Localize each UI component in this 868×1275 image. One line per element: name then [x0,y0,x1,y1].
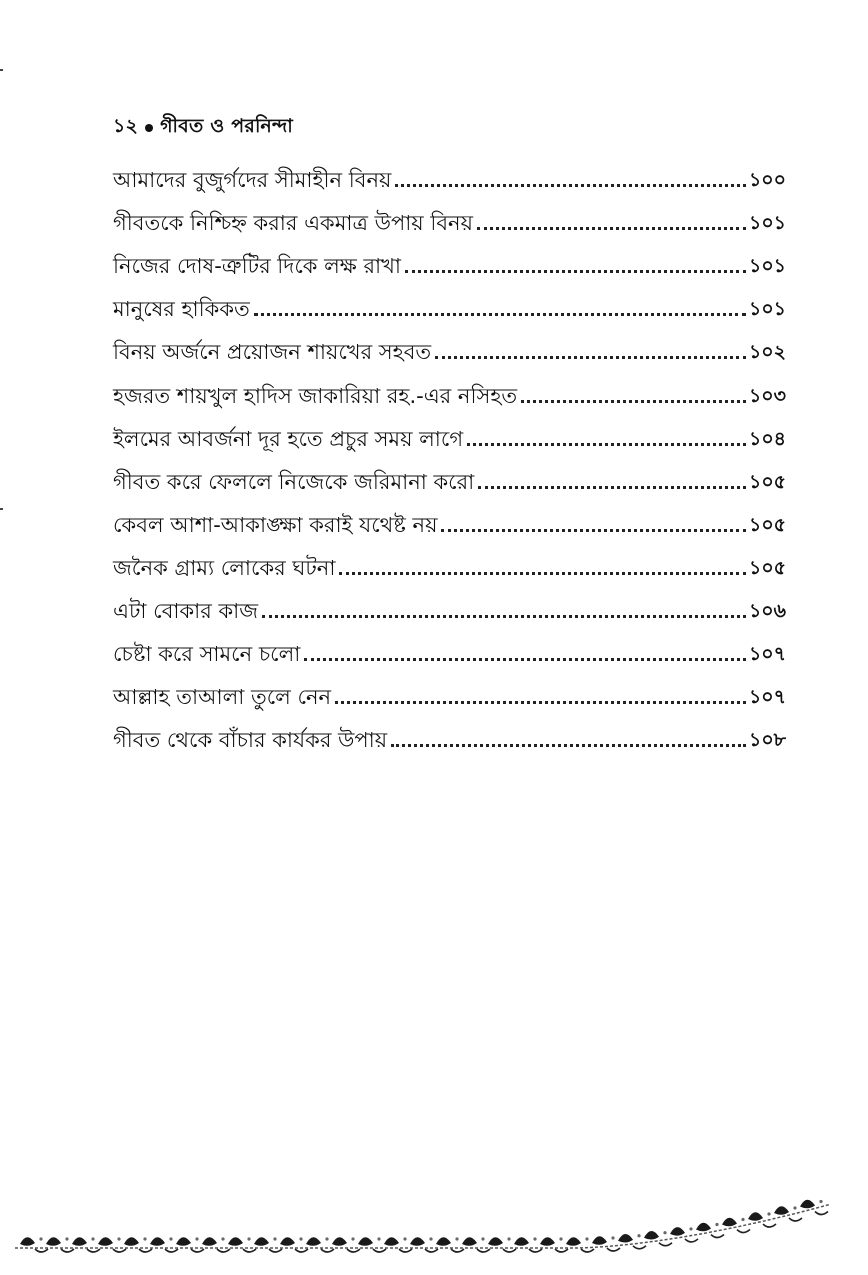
toc-entry-page: ১০১ [748,298,786,321]
toc-entry-title: মানুষের হাকিকত [113,297,250,322]
toc-entry-page: ১০৫ [748,513,786,536]
dot-leader [391,744,746,747]
toc-entry-page: ১০৮ [748,729,786,752]
toc-entry-page: ১০০ [748,169,786,192]
dot-leader [477,227,746,230]
toc-entry-title: গীবত করে ফেললে নিজেকে জরিমানা করো [113,469,475,494]
toc-entry [113,624,786,667]
toc-entry-page: ১০৩ [748,384,786,407]
running-header [113,112,293,144]
toc-entry-title: গীবতকে নিশ্চিহ্ন করার একমাত্র উপায় বিনয় [113,211,473,236]
toc-entry [113,322,786,365]
toc-entry-page: ১০৭ [748,643,786,666]
toc-entry [113,236,786,279]
dot-leader [335,701,746,704]
toc-entry [113,538,786,581]
toc-entry [113,279,786,322]
toc-entry-title: ইলমের আবর্জনা দূর হতে প্রচুর সময় লাগে [113,426,464,451]
dot-leader [395,184,746,187]
toc-entry-page: ১০১ [748,212,786,235]
dot-leader [435,356,746,359]
dot-leader [262,615,746,618]
toc-entry-title: বিনয় অর্জনে প্রয়োজন শায়খের সহবত [113,340,432,365]
dot-leader [304,658,746,661]
dot-leader [254,313,746,316]
edge-mark [0,69,3,71]
toc-entry-title: এটা বোকার কাজ [113,599,259,624]
toc-entry-title: জনৈক গ্রাম্য লোকের ঘটনা [113,555,336,580]
toc-entry [113,365,786,408]
toc-entry-title: নিজের দোষ-ত্রুটির দিকে লক্ষ রাখা [113,254,401,279]
toc-entry-title: গীবত থেকে বাঁচার কার্যকর উপায় [113,728,388,753]
dot-leader [478,486,746,489]
dot-leader [441,529,746,532]
toc-entry-title: আল্লাহ তাআলা তুলে নেন [113,685,332,710]
toc-entry [113,452,786,495]
toc-entry [113,495,786,538]
toc-entry [113,193,786,236]
floral-border-icon [15,1192,835,1262]
toc-entry-title: হজরত শায়খুল হাদিস জাকারিয়া রহ.-এর নসিহত [113,383,518,408]
dot-leader [467,443,746,446]
toc-entry-title: চেষ্টা করে সামনে চলো [113,642,301,667]
table-of-contents [113,150,786,753]
toc-entry-page: ১০৭ [748,686,786,709]
header-title: গীবত ও পরনিন্দা [160,115,293,137]
toc-entry [113,710,786,753]
dot-leader [405,270,746,273]
toc-entry-title: আমাদের বুজুর্গদের সীমাহীন বিনয় [113,168,392,193]
toc-entry [113,150,786,193]
toc-entry-page: ১০৪ [748,427,786,450]
toc-entry-page: ১০৫ [748,556,786,579]
dot-leader [521,400,746,403]
toc-entry-page: ১০৫ [748,470,786,493]
toc-entry [113,667,786,710]
dot-leader [339,572,746,575]
toc-entry-page: ১০২ [748,341,786,364]
bullet-icon [145,124,153,132]
toc-entry [113,581,786,624]
edge-mark [0,508,3,510]
toc-entry-title: কেবল আশা-আকাঙ্ক্ষা করাই যথেষ্ট নয় [113,512,438,537]
toc-entry-page: ১০৬ [748,600,786,623]
toc-entry [113,409,786,452]
header-page-number: ১২ [113,115,139,137]
toc-entry-page: ১০১ [748,255,786,278]
